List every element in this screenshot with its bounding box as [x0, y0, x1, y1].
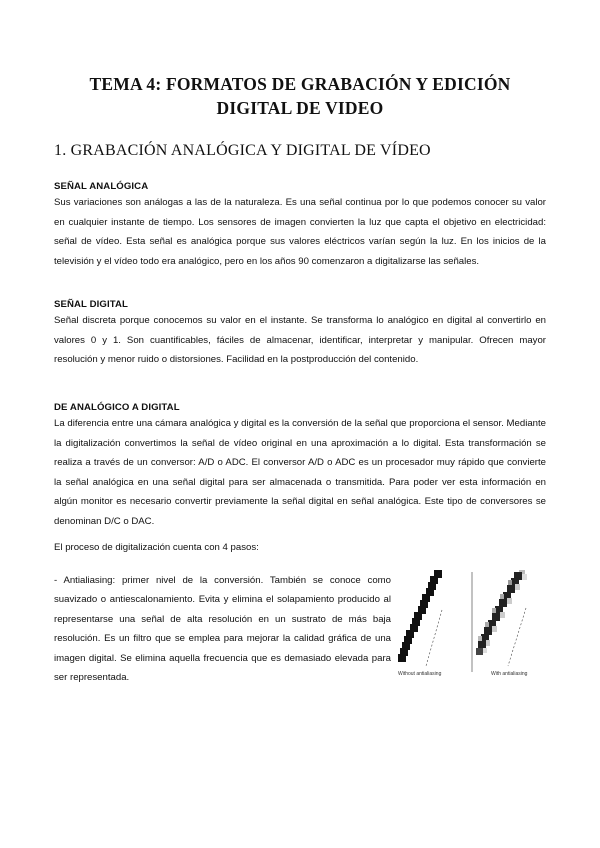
antialiasing-figure	[398, 570, 548, 682]
digital-paragraph: Señal discreta porque conocemos su valor en el instante. Se transforma lo analógico en digital al convertirlo en valores 0 y 1. Son cuantificables, fáciles de almacenar, identificar, interpretar y manipular. Ofrecen mayor resolución y menor ruido o distorsiones. Facilidad en la postproducción del contenido.	[54, 315, 546, 366]
steps-intro: El proceso de digitalización cuenta con 4 pasos:	[54, 542, 259, 553]
without-antialiasing-caption: Without antialiasing	[398, 671, 442, 677]
with-antialiasing-caption: With antialiasing	[491, 671, 528, 677]
title-line-1: TEMA 4: FORMATOS DE GRABACIÓN Y EDICIÓN	[89, 74, 511, 94]
analog-heading: SEÑAL ANALÓGICA	[54, 181, 149, 192]
aliased-line-image	[398, 570, 442, 662]
title-line-2: DIGITAL DE VIDEO	[216, 98, 384, 118]
conversion-paragraph: La diferencia entre una cámara analógica y digital es la conversión de la señal que proporciona el sensor. Mediante la digitalización convertimos la señal de vídeo original en una aproximación a lo digital. Esta transformación se realiza a través de un conversor: A/D o ADC. El conversor A/D o ADC es un procesador muy rápido que convierte la señal analógica en una señal digital para ser almacenada o transmitida. Para poder ver esta información en algún monitor es necesario convertir previamente la señal digital en señal analógica. Este tipo de conversores se denominan D/C o DAC.	[54, 418, 546, 527]
conversion-heading: DE ANALÓGICO A DIGITAL	[54, 402, 180, 413]
antialiasing-paragraph: - Antialiasing: primer nivel de la conversión. También se conoce como suavizado o antiescalonamiento. Evita y elimina el solapamiento producido al representarse una señal de alta resolución en un sustrato de más baja resolución. Es un filtro que se emplea para mejorar la calidad gráfica de una imagen digital. Se elimina aquella frecuencia que es demasiado elevada para ser representada.	[54, 575, 391, 684]
document-title	[60, 72, 540, 120]
antialiasing-illustration	[398, 570, 548, 682]
antialiased-line-image	[476, 570, 527, 655]
analog-paragraph: Sus variaciones son análogas a las de la naturaleza. Es una señal continua por lo que podemos conocer su valor en cualquier instante de tiempo. Los sensores de imagen convierten la luz que capta el objetivo en electricidad: señal de vídeo. Esta señal es analógica porque sus valores eléctricos varían según la luz. En los inicios de la televisión y el vídeo todo era analógico, pero en los años 90 comenzaron a digitalizarse las señales.	[54, 197, 546, 267]
digital-heading: SEÑAL DIGITAL	[54, 299, 128, 310]
section-heading: 1. GRABACIÓN ANALÓGICA Y DIGITAL DE VÍDEO	[54, 142, 431, 159]
